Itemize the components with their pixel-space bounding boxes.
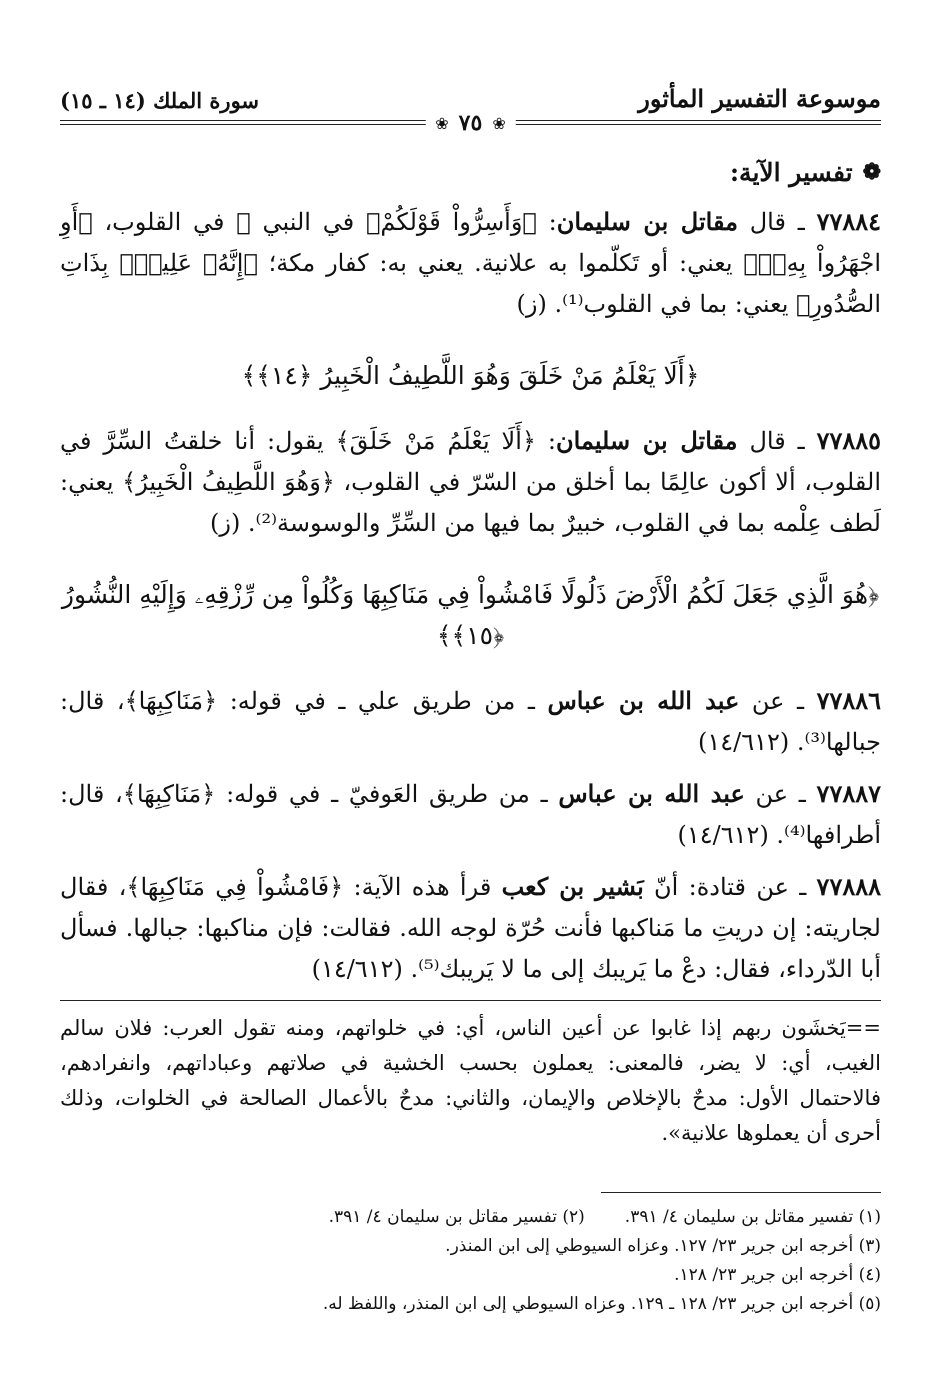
ornament-star-icon: ❁ (862, 159, 881, 185)
footnote-continuation: ==يَخشَون ربهم إذا غابوا عن أعين الناس، أي: في خلواتهم، ومنه تقول العرب: فلان سالم الغيب، أي: لا يضر، فالمعنى: يعملون بحسب الخشية في صلاتهم وعباداتهم، وانفرادهم، فالاحتمال الأول: مدحٌ بالإخلاص والإيمان، والثاني: مدحٌ بالأعمال الصالحة في الخلوات، وذلك أحرى أن يعملوها علانية». (60, 1000, 881, 1151)
entry-number: ٧٧٨٨٦ (816, 686, 882, 715)
narrator-name: مقاتل بن سليمان (556, 207, 738, 236)
footnote-4: (٤) أخرجه ابن جرير ٢٣/ ١٢٨. (674, 1265, 881, 1285)
main-text (60, 152, 881, 1000)
book-title: موسوعة التفسير المأثور (638, 84, 881, 113)
tafsir-entry (60, 201, 881, 325)
footnote-1: (١) تفسير مقاتل بن سليمان ٤/ ٣٩١. (624, 1207, 881, 1227)
entry-lead: ـ قال (737, 208, 817, 236)
entry-number: ٧٧٨٨٨ (816, 872, 881, 901)
entry-text: ـ من طريق العَوفيّ ـ في قوله: ﴿مَنَاكِبِهَا﴾، قال: أطرافها⁽⁴⁾. (١٤/٦١٢) (60, 780, 881, 849)
page-number: ٧٥ (458, 110, 483, 136)
tafsir-entry (60, 773, 881, 856)
entry-lead: ـ عن قتادة: أنّ (643, 873, 817, 901)
entry-text: : ﴿وَأَسِرُّواْ قَوْلَكُمْ﴾ في النبي ﷺ في القلوب، ﴿أَوِ اجْهَرُواْ بِهِۦٓ﴾ يعني: أو تَكلّموا به علانية. يعني به: كفار مكة؛ ﴿إِنَّهُۥ عَلِيمُۢ بِذَاتِ الصُّدُورِ﴾ يعني: بما في القلوب⁽¹⁾. (ز) (60, 208, 881, 318)
entry-text: قرأ هذه الآية: ﴿فَامْشُواْ فِي مَنَاكِبِهَا﴾، فقال لجاريته: إن دريتِ ما مَناكبها فأنت حُرّة لوجه الله. فقالت: فإن مناكبها: جبالها. فسأل أبا الدّرداء، فقال: دعْ ما يَريبك إلى ما لا يَريبك⁽⁵⁾. (١٤/٦١٢) (60, 873, 881, 983)
ornament-icon: ❀ (492, 113, 506, 133)
entry-number: ٧٧٨٨٥ (816, 426, 882, 455)
surah-range: سورة الملك (١٤ ـ ١٥) (60, 88, 260, 113)
entry-lead: ـ قال (737, 427, 817, 455)
entry-lead: ـ عن (739, 687, 817, 715)
footnote-2: (٢) تفسير مقاتل بن سليمان ٤/ ٣٩١. (328, 1207, 585, 1227)
footnote-5: (٥) أخرجه ابن جرير ٢٣/ ١٢٨ ـ ١٢٩. وعزاه السيوطي إلى ابن المنذر، واللفظ له. (322, 1294, 881, 1314)
narrator-name: بَشير بن كعب (501, 872, 644, 901)
footnote-row (60, 1203, 881, 1232)
ornament-icon: ❀ (435, 113, 449, 133)
narrator-name: عبد الله بن عباس (558, 779, 745, 808)
section-heading (60, 152, 881, 193)
page-header (60, 78, 881, 136)
quran-verse: ﴿هُوَ الَّذِي جَعَلَ لَكُمُ الْأَرْضَ ذَلُولًا فَامْشُواْ فِي مَنَاكِبِهَا وَكُلُواْ مِن رِّزْقِهِۦ وَإِلَيْهِ النُّشُورُ ﴿١٥﴾﴾ (61, 580, 880, 650)
narrator-name: مقاتل بن سليمان (556, 426, 738, 455)
entry-text: : ﴿أَلَا يَعْلَمُ مَنْ خَلَقَ﴾ يقول: أنا خلقتُ السِّرَّ في القلوب، ألا أكون عالِمًا بما أخلق من السّرّ في القلوب، ﴿وَهُوَ اللَّطِيفُ الْخَبِيرُ﴾ يعني: لَطف عِلْمه بما في القلوب، خبيرٌ بما فيها من السِّرِّ والوسوسة⁽²⁾. (ز) (60, 427, 881, 537)
footnote-3: (٣) أخرجه ابن جرير ٢٣/ ١٢٧. وعزاه السيوطي إلى ابن المنذر. (445, 1236, 881, 1256)
entry-number: ٧٧٨٨٤ (816, 207, 882, 236)
tafsir-entry (60, 680, 881, 763)
entry-number: ٧٧٨٨٧ (816, 779, 881, 808)
entry-text: ـ من طريق علي ـ في قوله: ﴿مَنَاكِبِهَا﴾، قال: جبالها⁽³⁾. (١٤/٦١٢) (60, 687, 881, 756)
page-number-block (425, 110, 515, 136)
narrator-name: عبد الله بن عباس (547, 686, 740, 715)
footnote-rule (601, 1192, 881, 1193)
entry-lead: ـ عن (744, 780, 817, 808)
tafsir-entry (60, 420, 881, 544)
quran-verse: ﴿أَلَا يَعْلَمُ مَنْ خَلَقَ وَهُوَ اللَّطِيفُ الْخَبِيرُ ﴿١٤﴾﴾ (241, 361, 700, 390)
tafsir-entry (60, 866, 881, 990)
footnotes (60, 1203, 881, 1319)
section-heading-text: تفسير الآية: (729, 158, 853, 187)
